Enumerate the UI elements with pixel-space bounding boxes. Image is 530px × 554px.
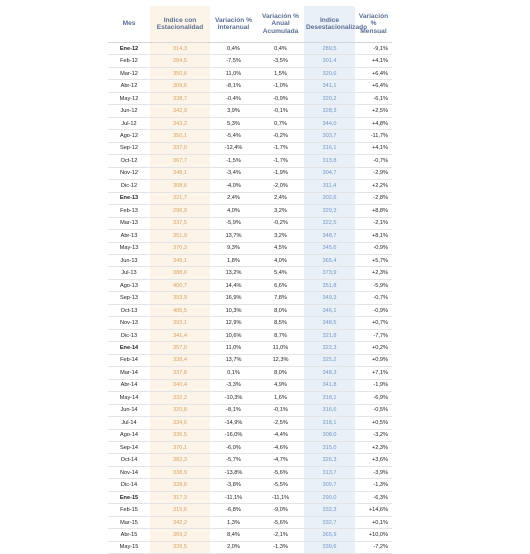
table-row bbox=[108, 230, 392, 242]
table-row bbox=[108, 279, 392, 291]
interannual-change-cell: 9,3% bbox=[210, 242, 257, 254]
monthly-change-cell: -0,9% bbox=[355, 242, 392, 254]
deseasonalized-index-cell: 304,7 bbox=[304, 167, 355, 179]
accumulated-change-cell: -9,0% bbox=[257, 504, 304, 516]
interannual-change-cell: 13,7% bbox=[210, 230, 257, 242]
accumulated-change-cell: -3,5% bbox=[257, 55, 304, 67]
seasonal-index-cell: 315,6 bbox=[150, 504, 210, 516]
seasonal-index-cell: 370,3 bbox=[150, 242, 210, 254]
month-cell: Sep-12 bbox=[108, 142, 150, 154]
accumulated-change-cell: -0,2% bbox=[257, 130, 304, 142]
month-cell: Jul-12 bbox=[108, 117, 150, 129]
monthly-change-cell: -9,1% bbox=[355, 43, 392, 55]
deseasonalized-index-cell: 348,7 bbox=[304, 230, 355, 242]
accumulated-change-cell: 8,5% bbox=[257, 317, 304, 329]
interannual-change-cell: -12,4% bbox=[210, 142, 257, 154]
table-row bbox=[108, 205, 392, 217]
header-variacion-mensual: Variación % Mensual bbox=[355, 6, 392, 43]
interannual-change-cell: 1,8% bbox=[210, 254, 257, 266]
monthly-change-cell: -6,1% bbox=[355, 92, 392, 104]
deseasonalized-index-cell: 321,8 bbox=[304, 329, 355, 341]
monthly-change-cell: -2,8% bbox=[355, 192, 392, 204]
seasonal-index-cell: 336,5 bbox=[150, 429, 210, 441]
seasonal-index-cell: 321,7 bbox=[150, 192, 210, 204]
monthly-change-cell: -6,3% bbox=[355, 491, 392, 503]
accumulated-change-cell: -1,7% bbox=[257, 142, 304, 154]
interannual-change-cell: 13,2% bbox=[210, 267, 257, 279]
accumulated-change-cell: 11,0% bbox=[257, 342, 304, 354]
monthly-change-cell: -2,9% bbox=[355, 167, 392, 179]
month-cell: Feb-12 bbox=[108, 55, 150, 67]
table-row bbox=[108, 292, 392, 304]
deseasonalized-index-cell: 326,3 bbox=[304, 454, 355, 466]
table-row bbox=[108, 192, 392, 204]
deseasonalized-index-cell: 365,4 bbox=[304, 254, 355, 266]
table-row bbox=[108, 304, 392, 316]
month-cell: Sep-13 bbox=[108, 292, 150, 304]
accumulated-change-cell: 5,4% bbox=[257, 267, 304, 279]
table-row bbox=[108, 55, 392, 67]
table-row bbox=[108, 267, 392, 279]
header-indice-desestacionalizado: Indice Desestacionalizado bbox=[304, 6, 355, 43]
seasonal-index-cell: 351,9 bbox=[150, 230, 210, 242]
monthly-change-cell: +6,4% bbox=[355, 67, 392, 79]
monthly-change-cell: +2,3% bbox=[355, 267, 392, 279]
monthly-change-cell: -7,7% bbox=[355, 329, 392, 341]
seasonal-index-cell: 296,9 bbox=[150, 205, 210, 217]
table-row bbox=[108, 117, 392, 129]
table-row bbox=[108, 142, 392, 154]
table-row bbox=[108, 167, 392, 179]
seasonal-index-cell: 370,1 bbox=[150, 442, 210, 454]
accumulated-change-cell: -1,3% bbox=[257, 541, 304, 553]
seasonal-index-cell: 338,4 bbox=[150, 354, 210, 366]
monthly-change-cell: -1,3% bbox=[355, 479, 392, 491]
interannual-change-cell: -5,9% bbox=[210, 217, 257, 229]
interannual-change-cell: 2,0% bbox=[210, 541, 257, 553]
table-row bbox=[108, 217, 392, 229]
seasonal-index-cell: 348,1 bbox=[150, 167, 210, 179]
monthly-change-cell: -0,7% bbox=[355, 155, 392, 167]
table-row bbox=[108, 180, 392, 192]
deseasonalized-index-cell: 301,4 bbox=[304, 55, 355, 67]
deseasonalized-index-cell: 341,8 bbox=[304, 379, 355, 391]
deseasonalized-index-cell: 328,3 bbox=[304, 105, 355, 117]
seasonal-index-cell: 349,1 bbox=[150, 254, 210, 266]
accumulated-change-cell: -0,9% bbox=[257, 92, 304, 104]
seasonal-index-cell: 332,2 bbox=[150, 392, 210, 404]
accumulated-change-cell: 1,6% bbox=[257, 392, 304, 404]
monthly-change-cell: +4,8% bbox=[355, 117, 392, 129]
deseasonalized-index-cell: 373,9 bbox=[304, 267, 355, 279]
month-cell: May-14 bbox=[108, 392, 150, 404]
deseasonalized-index-cell: 315,0 bbox=[304, 442, 355, 454]
table-row bbox=[108, 417, 392, 429]
interannual-change-cell: 11,0% bbox=[210, 67, 257, 79]
monthly-change-cell: +5,7% bbox=[355, 254, 392, 266]
seasonal-index-cell: 350,1 bbox=[150, 130, 210, 142]
accumulated-change-cell: 8,7% bbox=[257, 329, 304, 341]
month-cell: Jun-12 bbox=[108, 105, 150, 117]
month-cell: Ene-14 bbox=[108, 342, 150, 354]
accumulated-change-cell: -0,2% bbox=[257, 217, 304, 229]
month-cell: Jul-13 bbox=[108, 267, 150, 279]
table-row bbox=[108, 516, 392, 528]
month-cell: Abr-14 bbox=[108, 379, 150, 391]
monthly-change-cell: +4,1% bbox=[355, 142, 392, 154]
seasonal-index-cell: 350,6 bbox=[150, 67, 210, 79]
seasonal-index-cell: 367,7 bbox=[150, 155, 210, 167]
accumulated-change-cell: -11,1% bbox=[257, 491, 304, 503]
month-cell: Jun-13 bbox=[108, 254, 150, 266]
table-row bbox=[108, 254, 392, 266]
deseasonalized-index-cell: 365,9 bbox=[304, 529, 355, 541]
month-cell: Nov-14 bbox=[108, 466, 150, 478]
month-cell: Ago-14 bbox=[108, 429, 150, 441]
deseasonalized-index-cell: 348,5 bbox=[304, 317, 355, 329]
interannual-change-cell: 1,3% bbox=[210, 516, 257, 528]
table-row bbox=[108, 392, 392, 404]
month-cell: Dic-13 bbox=[108, 329, 150, 341]
monthly-change-cell: +0,7% bbox=[355, 317, 392, 329]
month-cell: Jun-14 bbox=[108, 404, 150, 416]
deseasonalized-index-cell: 346,1 bbox=[304, 304, 355, 316]
interannual-change-cell: 0,4% bbox=[210, 43, 257, 55]
deseasonalized-index-cell: 320,2 bbox=[304, 92, 355, 104]
deseasonalized-index-cell: 339,6 bbox=[304, 541, 355, 553]
seasonal-index-cell: 314,3 bbox=[150, 43, 210, 55]
table-row bbox=[108, 529, 392, 541]
monthly-change-cell: +0,1% bbox=[355, 516, 392, 528]
month-cell: Dic-12 bbox=[108, 180, 150, 192]
month-cell: Ene-15 bbox=[108, 491, 150, 503]
seasonal-index-cell: 341,4 bbox=[150, 329, 210, 341]
table-row bbox=[108, 155, 392, 167]
seasonal-index-cell: 342,2 bbox=[150, 516, 210, 528]
header-row bbox=[108, 6, 392, 43]
table-row bbox=[108, 541, 392, 553]
table-row bbox=[108, 491, 392, 503]
table-row bbox=[108, 379, 392, 391]
monthly-change-cell: +8,8% bbox=[355, 205, 392, 217]
accumulated-change-cell: -5,6% bbox=[257, 466, 304, 478]
interannual-change-cell: -13,8% bbox=[210, 466, 257, 478]
seasonal-index-cell: 337,0 bbox=[150, 142, 210, 154]
accumulated-change-cell: -0,1% bbox=[257, 404, 304, 416]
deseasonalized-index-cell: 320,6 bbox=[304, 67, 355, 79]
monthly-change-cell: +4,1% bbox=[355, 55, 392, 67]
interannual-change-cell: 2,4% bbox=[210, 192, 257, 204]
table-row bbox=[108, 454, 392, 466]
seasonal-index-cell: 337,5 bbox=[150, 217, 210, 229]
interannual-change-cell: 16,9% bbox=[210, 292, 257, 304]
interannual-change-cell: 5,3% bbox=[210, 117, 257, 129]
deseasonalized-index-cell: 349,3 bbox=[304, 292, 355, 304]
accumulated-change-cell: -4,6% bbox=[257, 442, 304, 454]
deseasonalized-index-cell: 322,3 bbox=[304, 342, 355, 354]
table-row bbox=[108, 442, 392, 454]
accumulated-change-cell: -1,7% bbox=[257, 155, 304, 167]
month-cell: Mar-12 bbox=[108, 67, 150, 79]
interannual-change-cell: -11,1% bbox=[210, 491, 257, 503]
table-row bbox=[108, 504, 392, 516]
month-cell: Mar-15 bbox=[108, 516, 150, 528]
accumulated-change-cell: 7,8% bbox=[257, 292, 304, 304]
month-cell: May-15 bbox=[108, 541, 150, 553]
accumulated-change-cell: 2,4% bbox=[257, 192, 304, 204]
table-row bbox=[108, 404, 392, 416]
accumulated-change-cell: 8,0% bbox=[257, 367, 304, 379]
monthly-change-cell: +0,9% bbox=[355, 354, 392, 366]
interannual-change-cell: 11,0% bbox=[210, 342, 257, 354]
deseasonalized-index-cell: 348,3 bbox=[304, 367, 355, 379]
interannual-change-cell: 13,7% bbox=[210, 354, 257, 366]
deseasonalized-index-cell: 289,5 bbox=[304, 43, 355, 55]
month-cell: Oct-14 bbox=[108, 454, 150, 466]
accumulated-change-cell: 8,0% bbox=[257, 304, 304, 316]
seasonal-index-cell: 393,9 bbox=[150, 292, 210, 304]
deseasonalized-index-cell: 316,1 bbox=[304, 142, 355, 154]
accumulated-change-cell: 3,2% bbox=[257, 230, 304, 242]
interannual-change-cell: -3,3% bbox=[210, 379, 257, 391]
interannual-change-cell: -0,4% bbox=[210, 92, 257, 104]
accumulated-change-cell: 0,7% bbox=[257, 117, 304, 129]
seasonal-index-cell: 393,1 bbox=[150, 317, 210, 329]
interannual-change-cell: -8,1% bbox=[210, 80, 257, 92]
seasonal-index-cell: 339,5 bbox=[150, 541, 210, 553]
interannual-change-cell: -16,0% bbox=[210, 429, 257, 441]
monthly-change-cell: +6,4% bbox=[355, 80, 392, 92]
monthly-change-cell: -6,9% bbox=[355, 392, 392, 404]
header-variacion-interanual: Variación % Interanual bbox=[210, 6, 257, 43]
monthly-change-cell: -3,9% bbox=[355, 466, 392, 478]
seasonal-index-cell: 343,2 bbox=[150, 117, 210, 129]
monthly-change-cell: +2,3% bbox=[355, 442, 392, 454]
seasonal-index-cell: 357,0 bbox=[150, 342, 210, 354]
month-cell: Feb-14 bbox=[108, 354, 150, 366]
accumulated-change-cell: -5,5% bbox=[257, 479, 304, 491]
monthly-change-cell: -7,2% bbox=[355, 541, 392, 553]
deseasonalized-index-cell: 308,0 bbox=[304, 429, 355, 441]
deseasonalized-index-cell: 329,3 bbox=[304, 205, 355, 217]
deseasonalized-index-cell: 313,8 bbox=[304, 155, 355, 167]
interannual-change-cell: 12,9% bbox=[210, 317, 257, 329]
month-cell: Ago-12 bbox=[108, 130, 150, 142]
table-row bbox=[108, 342, 392, 354]
seasonal-index-cell: 334,6 bbox=[150, 417, 210, 429]
accumulated-change-cell: -4,7% bbox=[257, 454, 304, 466]
table-row bbox=[108, 479, 392, 491]
monthly-change-cell: +2,2% bbox=[355, 180, 392, 192]
month-cell: Abr-12 bbox=[108, 80, 150, 92]
table-row bbox=[108, 43, 392, 55]
monthly-change-cell: +0,5% bbox=[355, 417, 392, 429]
monthly-change-cell: +2,5% bbox=[355, 105, 392, 117]
deseasonalized-index-cell: 345,6 bbox=[304, 242, 355, 254]
seasonal-index-cell: 342,9 bbox=[150, 105, 210, 117]
monthly-change-cell: -3,2% bbox=[355, 429, 392, 441]
table-row bbox=[108, 80, 392, 92]
monthly-change-cell: +8,1% bbox=[355, 230, 392, 242]
interannual-change-cell: -4,0% bbox=[210, 180, 257, 192]
accumulated-change-cell: 12,3% bbox=[257, 354, 304, 366]
interannual-change-cell: 10,3% bbox=[210, 304, 257, 316]
accumulated-change-cell: -1,0% bbox=[257, 80, 304, 92]
interannual-change-cell: 14,4% bbox=[210, 279, 257, 291]
interannual-change-cell: -8,1% bbox=[210, 404, 257, 416]
month-cell: Feb-15 bbox=[108, 504, 150, 516]
interannual-change-cell: 0,1% bbox=[210, 367, 257, 379]
deseasonalized-index-cell: 311,4 bbox=[304, 180, 355, 192]
interannual-change-cell: -3,4% bbox=[210, 167, 257, 179]
accumulated-change-cell: -1,9% bbox=[257, 167, 304, 179]
monthly-change-cell: -5,9% bbox=[355, 279, 392, 291]
deseasonalized-index-cell: 332,7 bbox=[304, 516, 355, 528]
accumulated-change-cell: -5,6% bbox=[257, 516, 304, 528]
accumulated-change-cell: -4,4% bbox=[257, 429, 304, 441]
monthly-change-cell: -0,9% bbox=[355, 304, 392, 316]
seasonal-index-cell: 337,8 bbox=[150, 367, 210, 379]
monthly-change-cell: -1,9% bbox=[355, 379, 392, 391]
monthly-change-cell: +14,6% bbox=[355, 504, 392, 516]
month-cell: Dic-14 bbox=[108, 479, 150, 491]
seasonal-index-cell: 328,6 bbox=[150, 479, 210, 491]
deseasonalized-index-cell: 302,6 bbox=[304, 192, 355, 204]
accumulated-change-cell: 3,2% bbox=[257, 205, 304, 217]
interannual-change-cell: 3,9% bbox=[210, 105, 257, 117]
seasonal-index-cell: 309,6 bbox=[150, 80, 210, 92]
seasonal-index-cell: 284,5 bbox=[150, 55, 210, 67]
month-cell: Ene-13 bbox=[108, 192, 150, 204]
month-cell: May-12 bbox=[108, 92, 150, 104]
month-cell: Oct-12 bbox=[108, 155, 150, 167]
table-row bbox=[108, 67, 392, 79]
deseasonalized-index-cell: 325,2 bbox=[304, 354, 355, 366]
monthly-change-cell: +3,6% bbox=[355, 454, 392, 466]
monthly-change-cell: +10,0% bbox=[355, 529, 392, 541]
deseasonalized-index-cell: 290,0 bbox=[304, 491, 355, 503]
table-row bbox=[108, 317, 392, 329]
month-cell: May-13 bbox=[108, 242, 150, 254]
table-row bbox=[108, 242, 392, 254]
monthly-change-cell: -0,7% bbox=[355, 292, 392, 304]
seasonal-index-cell: 400,7 bbox=[150, 279, 210, 291]
accumulated-change-cell: 4,5% bbox=[257, 242, 304, 254]
accumulated-change-cell: 4,0% bbox=[257, 254, 304, 266]
accumulated-change-cell: -2,0% bbox=[257, 180, 304, 192]
monthly-change-cell: -2,1% bbox=[355, 217, 392, 229]
header-mes: Mes bbox=[108, 6, 150, 43]
month-cell: Sep-14 bbox=[108, 442, 150, 454]
deseasonalized-index-cell: 316,6 bbox=[304, 404, 355, 416]
interannual-change-cell: 8,4% bbox=[210, 529, 257, 541]
monthly-change-cell: +0,2% bbox=[355, 342, 392, 354]
data-table bbox=[108, 6, 392, 554]
accumulated-change-cell: 0,4% bbox=[257, 43, 304, 55]
interannual-change-cell: 4,0% bbox=[210, 205, 257, 217]
table-row bbox=[108, 130, 392, 142]
table-row bbox=[108, 466, 392, 478]
month-cell: Ago-13 bbox=[108, 279, 150, 291]
seasonal-index-cell: 405,5 bbox=[150, 304, 210, 316]
table-row bbox=[108, 105, 392, 117]
table-row bbox=[108, 354, 392, 366]
accumulated-change-cell: -2,5% bbox=[257, 417, 304, 429]
interannual-change-cell: -14,9% bbox=[210, 417, 257, 429]
monthly-change-cell: -11,7% bbox=[355, 130, 392, 142]
deseasonalized-index-cell: 318,1 bbox=[304, 392, 355, 404]
month-cell: Jul-14 bbox=[108, 417, 150, 429]
deseasonalized-index-cell: 351,8 bbox=[304, 279, 355, 291]
seasonal-index-cell: 308,6 bbox=[150, 180, 210, 192]
table-row bbox=[108, 329, 392, 341]
interannual-change-cell: -7,5% bbox=[210, 55, 257, 67]
seasonal-index-cell: 338,9 bbox=[150, 466, 210, 478]
month-cell: Mar-14 bbox=[108, 367, 150, 379]
month-cell: Nov-13 bbox=[108, 317, 150, 329]
table-row bbox=[108, 92, 392, 104]
interannual-change-cell: -1,5% bbox=[210, 155, 257, 167]
interannual-change-cell: -3,8% bbox=[210, 479, 257, 491]
deseasonalized-index-cell: 344,0 bbox=[304, 117, 355, 129]
month-cell: Feb-13 bbox=[108, 205, 150, 217]
interannual-change-cell: 10,6% bbox=[210, 329, 257, 341]
seasonal-index-cell: 340,4 bbox=[150, 379, 210, 391]
seasonal-index-cell: 338,7 bbox=[150, 92, 210, 104]
deseasonalized-index-cell: 318,1 bbox=[304, 417, 355, 429]
interannual-change-cell: -10,3% bbox=[210, 392, 257, 404]
accumulated-change-cell: 1,5% bbox=[257, 67, 304, 79]
month-cell: Ene-12 bbox=[108, 43, 150, 55]
header-indice-con-estacionalidad: Indice con Estacionalidad bbox=[150, 6, 210, 43]
month-cell: Mar-13 bbox=[108, 217, 150, 229]
month-cell: Abr-15 bbox=[108, 529, 150, 541]
accumulated-change-cell: 4,9% bbox=[257, 379, 304, 391]
interannual-change-cell: -6,8% bbox=[210, 504, 257, 516]
seasonal-index-cell: 320,8 bbox=[150, 404, 210, 416]
deseasonalized-index-cell: 303,7 bbox=[304, 130, 355, 142]
deseasonalized-index-cell: 309,7 bbox=[304, 479, 355, 491]
month-cell: Oct-13 bbox=[108, 304, 150, 316]
accumulated-change-cell: 6,6% bbox=[257, 279, 304, 291]
month-cell: Nov-12 bbox=[108, 167, 150, 179]
month-cell: Abr-13 bbox=[108, 230, 150, 242]
data-table-container bbox=[108, 6, 392, 554]
header-variacion-anual-acumulada: Variación % Anual Acumulada bbox=[257, 6, 304, 43]
deseasonalized-index-cell: 332,3 bbox=[304, 504, 355, 516]
monthly-change-cell: +7,1% bbox=[355, 367, 392, 379]
table-row bbox=[108, 429, 392, 441]
seasonal-index-cell: 317,3 bbox=[150, 491, 210, 503]
interannual-change-cell: -5,4% bbox=[210, 130, 257, 142]
deseasonalized-index-cell: 322,5 bbox=[304, 217, 355, 229]
seasonal-index-cell: 382,3 bbox=[150, 454, 210, 466]
interannual-change-cell: -6,0% bbox=[210, 442, 257, 454]
seasonal-index-cell: 388,6 bbox=[150, 267, 210, 279]
deseasonalized-index-cell: 341,1 bbox=[304, 80, 355, 92]
table-body bbox=[108, 43, 392, 554]
deseasonalized-index-cell: 313,7 bbox=[304, 466, 355, 478]
accumulated-change-cell: -2,1% bbox=[257, 529, 304, 541]
accumulated-change-cell: -0,1% bbox=[257, 105, 304, 117]
interannual-change-cell: -5,7% bbox=[210, 454, 257, 466]
seasonal-index-cell: 369,2 bbox=[150, 529, 210, 541]
monthly-change-cell: -0,5% bbox=[355, 404, 392, 416]
table-row bbox=[108, 367, 392, 379]
